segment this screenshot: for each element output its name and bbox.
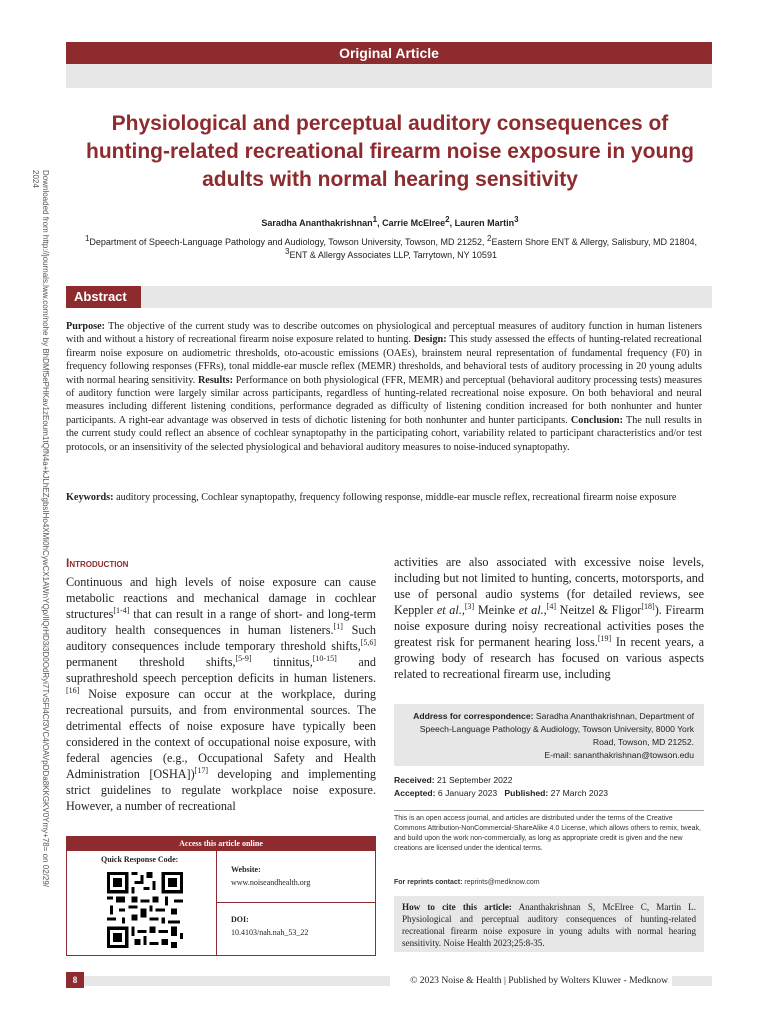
correspondence-box (394, 704, 704, 766)
published-date: 27 March 2023 (548, 788, 609, 798)
article-title: Physiological and perceptual auditory consequences of hunting-related recreational firearm noise exposure in young adults with normal hearing sensitivity (86, 112, 694, 191)
citation-ref[interactable]: [18] (641, 601, 655, 611)
results-label: Results: (197, 374, 234, 386)
access-heading: Access this article online (67, 837, 375, 851)
correspondence-text: Saradha Ananthakrishnan, Department of Speech-Language Pathology & Audiology, Towson University, 8000 York Road, Towson, MD 21252. (419, 711, 694, 747)
intro-text: Such auditory consequences include temporary threshold shifts, (66, 623, 376, 653)
keywords-label: Keywords: (66, 492, 114, 503)
design-text: This study assessed the effects of hunting-related recreational firearm noise exposure on audiometric thresholds, oto-acoustic emissions (OAEs), brainstem neural representation of fundamental frequency (F0) in frequency following responses (FFRs), tonal middle-ear muscle reflex (MEMR) thresholds, and behavioral tests of auditory processing in 20 young adults with normal hearing sensitivity. (66, 334, 702, 386)
citation-ref[interactable]: [1-4] (113, 605, 130, 615)
intro-text: activities are also associated with excessive noise levels, including but not limited to hunting, concerts, motorsports, and use of personal audio systems (for detailed reviews, see Keppler (394, 555, 704, 617)
abstract-heading: Abstract (66, 286, 141, 308)
website-label: Website: (231, 865, 261, 874)
affiliations (76, 236, 706, 262)
intro-column-right (394, 554, 704, 682)
intro-text: tinnitus, (251, 655, 313, 669)
cite-text: Ananthakrishnan S, McElree C, Martin L. Physiological and perceptual auditory consequences of hunting-related recreational firearm noise exposure in young adults with normal hearing sensitivity. Noise Health 2023;25:8-35. (402, 902, 696, 948)
footer-copyright: © 2023 Noise & Health | Published by Wolters Kluwer - Medknow (390, 974, 672, 988)
author-name[interactable]: Carrie McElree (382, 218, 446, 228)
citation-ref[interactable]: [5,6] (360, 637, 376, 647)
introduction-heading: Introduction (66, 556, 129, 570)
reprints-contact (394, 879, 704, 886)
affiliation-2: Eastern Shore ENT & Allergy, Salisbury, MD 21804, (491, 237, 698, 247)
author-sup: 1 (372, 215, 378, 224)
conclusion-label: Conclusion: (570, 414, 623, 426)
doi-label: DOI: (231, 915, 249, 924)
intro-text: and suprathreshold speech perception deficits in human listeners. (66, 655, 376, 685)
purpose-text: The objective of the current study was to describe outcomes on physiological and perceptual measures of auditory function in human listeners with and without a history of recreational firearm noise exposure related to hunting. (66, 321, 702, 346)
reprints-label: For reprints contact: (394, 879, 463, 886)
qr-label: Quick Response Code: (101, 855, 179, 864)
author-list: Saradha Ananthakrishnan$^1$, Carrie McElree$^2$, Lauren Martin$^3$ (261, 215, 519, 228)
abstract-bar (66, 286, 712, 308)
author-sup: 3 (514, 215, 519, 224)
citation-box (394, 896, 704, 952)
affiliation-3: ENT & Allergy Associates LLP, Tarrytown, NY 10591 (289, 250, 497, 260)
accepted-date: 6 January 2023 (435, 788, 498, 798)
reprints-email[interactable]: reprints@medknow.com (462, 879, 540, 886)
intro-text: Continuous and high levels of noise exposure can cause metabolic reactions and mechanical damage in cochlear structures (66, 575, 376, 621)
citation-ref[interactable]: [10-15] (312, 653, 337, 663)
purpose-label: Purpose: (66, 321, 106, 332)
doi-area (217, 903, 375, 955)
download-note: Downloaded from http://journals.lww.com/nohe by BhDMf5ePHKav1zEoum1tQfN4a+kJLhEZgbsIHo4XMi0hCywCX1AWnYQp/IlQrHD3i3D0OdRyi7TvSFl4Cf3VC4/OAVpDDa8KKGKV0Ymy+78= on 02/29/2024 (31, 170, 50, 887)
affil-sup: 2 (486, 234, 492, 243)
citation-ref[interactable]: [17] (194, 765, 208, 775)
page-number: 8 (66, 972, 84, 988)
citation-ref[interactable]: [1] (333, 621, 343, 631)
intro-text: ). Firearm noise exposure during noisy recreational activities poses the greatest risk for permanent hearing loss. (394, 603, 705, 649)
correspondence-email[interactable]: E-mail: sananthakrishnan@towson.edu (544, 750, 694, 760)
website-area (217, 851, 375, 903)
citation-ref[interactable]: [5-9] (235, 653, 252, 663)
affil-sup: 3 (285, 247, 290, 256)
intro-text: permanent threshold shifts, (66, 655, 236, 669)
citation-ref[interactable]: [3] (464, 601, 475, 611)
intro-column-left (66, 574, 376, 814)
et-al: et al. (436, 603, 462, 617)
accepted-label: Accepted: (394, 788, 436, 798)
intro-text: developing and implementing strict guidelines to regulate workplace noise exposure. However, a number of recreational (66, 767, 376, 813)
intro-text: Meinke (474, 603, 519, 617)
correspondence-label: Address for correspondence: (413, 711, 534, 721)
abstract-body (66, 320, 702, 454)
cite-label: How to cite this article: (402, 902, 512, 912)
received-date: 21 September 2022 (434, 775, 513, 785)
author-name[interactable]: Lauren Martin (454, 218, 515, 228)
website-link[interactable]: www.noiseandhealth.org (231, 878, 311, 887)
intro-text: Noise exposure can occur at the workplace, during recreational pursuits, and from environmental sources. The detrimental effects of noise exposure have typically been considered in the context of occupational noise exposure, with federal agencies (e.g., Occupational Safety and Health Administration [OSHA]) (66, 687, 376, 781)
design-label: Design: (413, 334, 447, 346)
citation-ref[interactable]: [16] (66, 685, 80, 695)
article-dates (394, 774, 704, 800)
conclusion-text: The null results in the current study could reflect an absence of cochlear synaptopathy in the participating cohort, variability related to participant characteristics and/or test protocols, or an insensitivity of the selected physiological and behavioral auditory measures to noise-induced synaptopathy. (66, 414, 702, 453)
access-online-box (66, 836, 376, 956)
doi-link[interactable]: 10.4103/nah.nah_53_22 (231, 928, 309, 937)
qr-code-icon[interactable] (107, 871, 183, 949)
intro-text: , (461, 603, 465, 617)
et-al: et al. (518, 603, 544, 617)
citation-ref[interactable]: [19] (597, 633, 612, 643)
intro-text: , (543, 603, 547, 617)
intro-text: Neitzel & Fligor (556, 603, 642, 617)
author-name[interactable]: Saradha Ananthakrishnan (261, 218, 373, 228)
divider (394, 810, 704, 811)
keywords-text: auditory processing, Cochlear synaptopathy, frequency following response, middle-ear muscle reflex, recreational firearm noise exposure (113, 492, 677, 503)
affil-sup: 1 (84, 234, 90, 243)
results-text: Performance on both physiological (FFR, MEMR) and perceptual (behavioral auditory processing tests) measures of auditory function were largely similar across participants, regardless of hunting-related recreational noise exposure. On both behavioral and neural measures including different listening conditions, performance degraded as difficulty of listening condition increased for both nonhunter and hunter participants. A right-ear advantage was observed in tests of dichotic listening for both nonhunter and hunter participants. (66, 374, 702, 426)
published-label: Published: (504, 788, 549, 798)
header-gray-band (66, 64, 712, 88)
author-sup: 2 (445, 215, 450, 224)
citation-ref[interactable]: [4] (546, 601, 557, 611)
section-label: Original Article (66, 42, 712, 64)
qr-area (67, 851, 217, 955)
intro-text: In recent years, a growing body of research has focused on various aspects related to recreational firearm use, including (394, 635, 704, 681)
received-label: Received: (394, 775, 435, 785)
affiliation-1: Department of Speech-Language Pathology and Audiology, Towson University, Towson, MD 21252, (89, 237, 487, 247)
license-text: This is an open access journal, and articles are distributed under the terms of the Creative Commons Attribution-NonCommercial-ShareAlike 4.0 License, which allows others to remix, tweak, and build upon the work non-commercially, as long as appropriate credit is given and the new creations are licensed under the identical terms. (394, 815, 701, 852)
intro-text: that can result in a range of short- and long-term auditory health consequences in human listeners. (66, 607, 376, 637)
keywords (66, 491, 702, 504)
